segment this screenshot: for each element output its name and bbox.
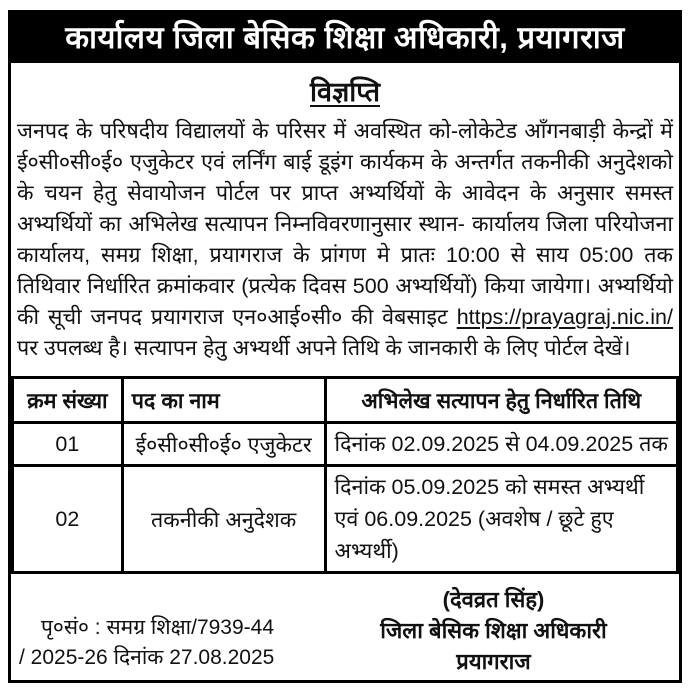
column-header-date: अभिलेख सत्यापन हेतु निर्धारित तिथि (325, 378, 677, 423)
table-row (13, 466, 678, 573)
signature-block (312, 580, 675, 677)
column-header-serial: क्रम संख्या (13, 378, 123, 423)
reference-number-line-2: / 2025-26 दिनांक 27.08.2025 (19, 646, 275, 669)
notice-body-text-2: पर उपलब्ध है। सत्यापन हेतु अभ्यर्थी अपने तिथि के जानकारी के लिए पोर्टल देखें। (17, 336, 631, 360)
signatory-name: (देवव्रत सिंह) (442, 587, 545, 612)
notice-title-row (11, 72, 679, 109)
table-header-row (13, 378, 678, 423)
table-row (13, 423, 678, 466)
document-footer (11, 574, 679, 685)
document-frame (8, 63, 682, 683)
cell-serial: 01 (13, 423, 123, 466)
portal-link[interactable]: https://prayagraj.nic.in/ (456, 305, 673, 329)
reference-number-line-1: पृ०सं० : समग्र शिक्षा/7939-44 (41, 616, 275, 639)
cell-date: दिनांक 05.09.2025 को समस्त अभ्यर्थी एवं 06.09.2025 (अवशेष / छूटे हुए अभ्यर्थी) (325, 466, 677, 573)
notice-body (11, 113, 679, 364)
cell-date: दिनांक 02.09.2025 से 04.09.2025 तक (325, 423, 677, 466)
office-header-band (8, 10, 682, 63)
reference-number-block (15, 613, 312, 677)
verification-schedule-table (11, 376, 679, 574)
signatory-place: प्रयागराज (456, 649, 531, 674)
cell-post: तकनीकी अनुदेशक (122, 466, 325, 573)
notice-title: विज्ञप्ति (309, 77, 380, 107)
cell-post: ई०सी०सी०ई० एजुकेटर (122, 423, 325, 466)
signatory-designation: जिला बेसिक शिक्षा अधिकारी (380, 618, 607, 643)
column-header-post: पद का नाम (122, 378, 325, 423)
office-title: कार्यालय जिला बेसिक शिक्षा अधिकारी, प्रयागराज (65, 19, 625, 55)
notice-body-text-1: जनपद के परिषदीय विद्यालयों के परिसर में अवस्थित को-लोकेटेड आँगनबाड़ी केन्द्रों में ई०सी०सी०ई० एजुकेटर एवं लर्निंग बाई डूइंग कार्यकम के अन्तर्गत तकनीकी अनुदेशको के चयन हेतु सेवायोजन पोर्टल पर प्राप्त अभ्यर्थियों के आवेदन के अनुसार समस्त अभ्यर्थियों का अभिलेख सत्यापन निम्नविवरणानुसार स्थान- कार्यालय जिला परियोजना कार्यालय, समग्र शिक्षा, प्रयागराज के प्रांगण मे प्रातः 10:00 से साय 05:00 तक तिथिवार निर्धारित क्रमांकवार (प्रत्येक दिवस 500 अभ्यर्थियों) किया जायेगा। अभ्यर्थियो की सूची जनपद प्रयागराज एन०आई०सी० की वेबसाइट (17, 119, 673, 329)
cell-serial: 02 (13, 466, 123, 573)
